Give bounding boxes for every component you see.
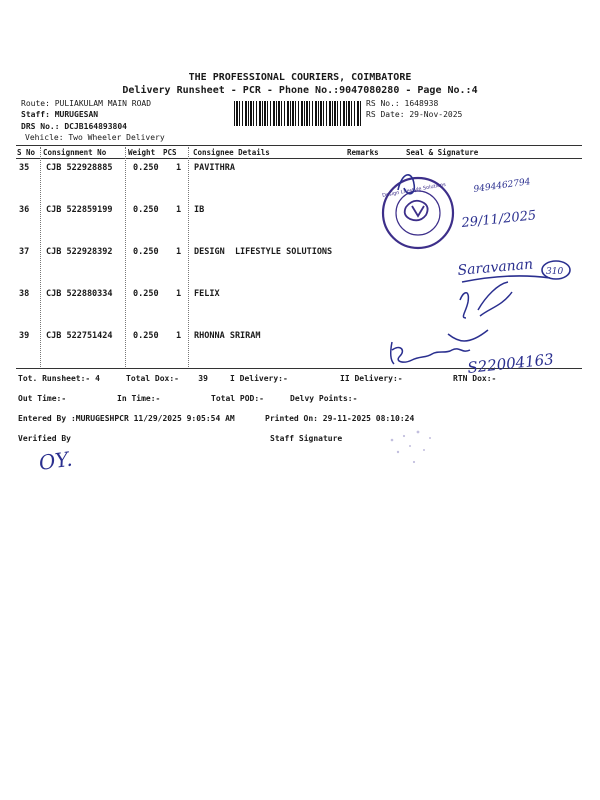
handwritten-date: 29/11/2025 xyxy=(460,208,537,231)
smudge-dot xyxy=(391,439,394,442)
ii-delivery: II Delivery:- xyxy=(340,374,403,383)
col-header-weight: Weight xyxy=(128,148,156,157)
stamp-inner-ring xyxy=(396,191,440,235)
staff-signature-label: Staff Signature xyxy=(270,434,343,443)
drs-label: DRS No.: xyxy=(21,122,60,131)
row-consignment: CJB 522751424 xyxy=(46,331,113,341)
company-stamp xyxy=(382,178,453,248)
stamp-text: Design Lifestyle Solutions xyxy=(381,181,447,199)
row-weight: 0.250 xyxy=(133,163,159,173)
rs-no-value: 1648938 xyxy=(404,99,439,108)
handwritten-name: Saravanan xyxy=(456,256,534,279)
rs-date-value: 29-Nov-2025 xyxy=(409,110,463,119)
row-consignment: CJB 522928392 xyxy=(46,247,113,257)
drs-value: DCJB164893804 xyxy=(64,122,127,131)
runsheet-title: Delivery Runsheet - PCR - Phone No.:9047080280 - Page No.:4 xyxy=(122,85,478,96)
smudge-dot xyxy=(403,435,405,437)
handwritten-number-bottom: S22004163 xyxy=(466,350,555,377)
total-dox: Total Dox:- 39 xyxy=(126,374,208,383)
company-title: THE PROFESSIONAL COURIERS, COIMBATORE xyxy=(188,72,412,83)
verified-by: Verified By xyxy=(18,434,71,443)
row-weight: 0.250 xyxy=(133,247,159,257)
vehicle-value: Two Wheeler Delivery xyxy=(68,133,165,142)
row-weight: 0.250 xyxy=(133,289,159,299)
faint-stamp-smudge xyxy=(391,431,431,464)
row-pcs: 1 xyxy=(176,205,182,215)
row-pcs: 1 xyxy=(176,289,182,299)
row-sno: 37 xyxy=(19,247,30,257)
row-consignment: CJB 522880334 xyxy=(46,289,113,299)
route-value: PULIAKULAM MAIN ROAD xyxy=(54,99,152,108)
row-weight: 0.250 xyxy=(133,331,159,341)
smudge-dot xyxy=(409,445,411,447)
row-consignee: FELIX xyxy=(194,289,220,299)
total-pod: Total POD:- xyxy=(211,394,264,403)
smudge-dot xyxy=(417,431,420,434)
row-consignment: CJB 522928885 xyxy=(46,163,113,173)
out-time: Out Time:- xyxy=(18,394,67,403)
row-consignee: PAVITHRA xyxy=(194,163,235,173)
verifier-initials: OY. xyxy=(37,446,74,475)
col-header-remarks: Remarks xyxy=(347,148,379,157)
in-time: In Time:- xyxy=(117,394,161,403)
rs-no-label: RS No.: xyxy=(366,99,400,108)
col-header-pcs: PCS xyxy=(163,148,177,157)
signature-scribble-38 xyxy=(460,282,512,318)
staff-value: MURUGESAN xyxy=(54,110,99,119)
delvy-points: Delvy Points:- xyxy=(290,394,358,403)
row-sno: 39 xyxy=(19,331,30,341)
vehicle-label: Vehicle: xyxy=(25,133,64,142)
col-header-consignment: Consignment No xyxy=(43,148,107,157)
tot-runsheet: Tot. Runsheet:- 4 xyxy=(18,374,100,383)
row-pcs: 1 xyxy=(176,331,182,341)
entered-by: Entered By :MURUGESHPCR 11/29/2025 9:05:54 AM xyxy=(18,414,235,423)
staff-label: Staff: xyxy=(21,110,50,119)
route-label: Route: xyxy=(21,99,50,108)
row-pcs: 1 xyxy=(176,247,182,257)
handwritten-mark: 310 xyxy=(546,267,564,277)
row-sno: 38 xyxy=(19,289,30,299)
row-consignee: IB xyxy=(194,205,205,215)
col-header-sno: S No xyxy=(17,148,36,157)
row-pcs: 1 xyxy=(176,163,182,173)
stamp-emblem xyxy=(405,201,428,221)
row-sno: 36 xyxy=(19,205,30,215)
signature-row-39 xyxy=(391,330,555,377)
smudge-dot xyxy=(423,449,425,451)
row-consignment: CJB 522859199 xyxy=(46,205,113,215)
rtn-dox: RTN Dox:- xyxy=(453,374,497,383)
col-header-seal: Seal & Signature xyxy=(406,148,479,157)
i-delivery: I Delivery:- xyxy=(230,374,288,383)
row-sno: 35 xyxy=(19,163,30,173)
smudge-dot xyxy=(397,451,399,453)
printed-on: Printed On: 29-11-2025 08:10:24 xyxy=(265,414,415,423)
row-consignee: RHONNA SRIRAM xyxy=(194,331,261,341)
smudge-dot xyxy=(429,437,431,439)
rs-date-label: RS Date: xyxy=(366,110,405,119)
row-consignee: DESIGN LIFESTYLE SOLUTIONS xyxy=(194,247,333,257)
smudge-dot xyxy=(413,461,415,463)
handwritten-number-top: 9494462794 xyxy=(473,177,532,195)
signature-row-36 xyxy=(460,177,537,231)
col-header-consignee: Consignee Details xyxy=(193,148,270,157)
signature-row-37 xyxy=(457,256,570,282)
row-weight: 0.250 xyxy=(133,205,159,215)
